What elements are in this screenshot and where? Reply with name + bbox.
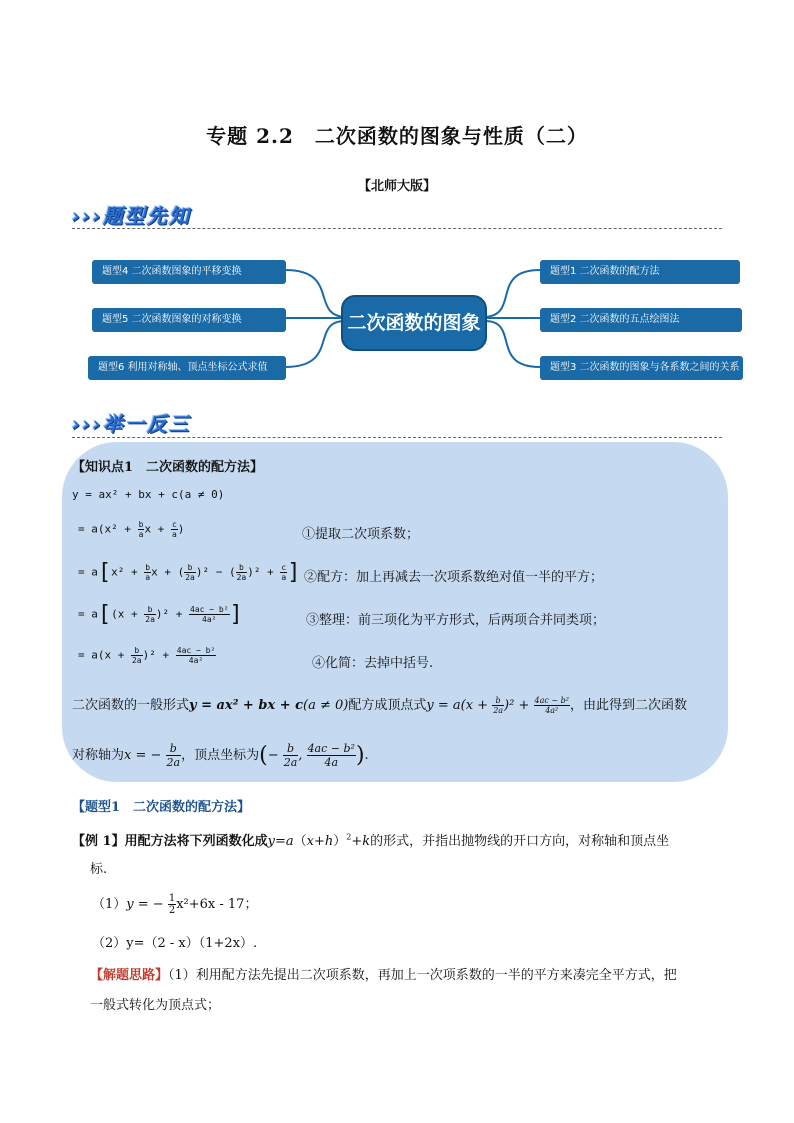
formula-line-2: = a(x² + $\frac{b}{a}$ x + $\frac{c}{a}$ )	[78, 520, 185, 539]
mindmap-node-topic4: 题型4 二次函数图象的平移变换	[92, 260, 286, 284]
step-4: ④化简：去掉中括号.	[312, 656, 434, 671]
mindmap-node-topic2: 题型2 二次函数的五点绘图法	[540, 308, 742, 332]
formula-line-5: = a(x + $\frac{b}{2a}$ )² + $\frac{\text{4ac − b²}}{\text{4a²}}$	[78, 646, 216, 665]
question-1: （1）y = − $\frac{1}{2}$ x²+6x - 17；	[92, 893, 258, 916]
mindmap-node-topic6: 题型6 利用对称轴、顶点坐标公式求值	[88, 356, 286, 380]
example-1: 【例 1】用配方法将下列函数化成$y=a(x+h)^2+k$的形式，并指出抛物线的开口方向，对称轴和顶点坐	[72, 832, 670, 849]
hint-line-1: 【解题思路】（1）利用配方法先提出二次项系数，再加上一次项系数的一半的平方来凑完全平方式，把	[90, 968, 677, 983]
formula-line-4: = a[(x + $\frac{b}{2a}$ )² + $\frac{\text{4ac − b²}}{\text{4a²}}$ ]	[78, 602, 243, 627]
formula-line-1: y = ax² + bx + c(a ≠ 0)	[72, 488, 225, 501]
hint-line-2: 一般式转化为顶点式；	[90, 998, 221, 1013]
step-2: ②配方：加上再减去一次项系数绝对值一半的平方；	[304, 570, 604, 585]
summary-line: 二次函数的一般形式y = ax² + bx + c(a ≠ 0)配方成顶点式y = a(x + $\frac{b}{2a}$ )² + $\frac{\text{4ac − b²}}{\text{4a²}}$ ，由此得到二次函数	[72, 696, 687, 715]
step-1: ①提取二次项系数；	[302, 527, 420, 542]
mindmap-node-topic1: 题型1 二次函数的配方法	[540, 260, 740, 284]
axis-vertex-line: 对称轴为x = − $\frac{b}{2a}$ ，顶点坐标为(− $\frac{b}{2a}$ , $\frac{\text{4ac − b²}}{4a}$ ).	[72, 742, 369, 769]
mindmap-node-topic5: 题型5 二次函数图象的对称变换	[92, 308, 286, 332]
preview-banner: ›››题型先知	[72, 204, 191, 228]
knowledge-heading: 【知识点1 二次函数的配方法】	[72, 460, 264, 475]
divider	[72, 228, 722, 229]
step-3: ③整理：前三项化为平方形式，后两项合并同类项；	[306, 613, 606, 628]
topic1-heading: 【题型1 二次函数的配方法】	[72, 800, 251, 815]
page-title: 专题 2.2 二次函数的图象与性质（二）	[206, 124, 588, 148]
formula-line-3: = a[x² + $\frac{b}{a}$ x + ( $\frac{b}{2a}$ )² − ( $\frac{b}{2a}$ )² + $\frac{c}{a}$ ]	[78, 560, 301, 585]
mindmap-center: 二次函数的图象	[341, 295, 487, 351]
mindmap-node-topic3: 题型3 二次函数的图象与各系数之间的关系	[540, 356, 743, 380]
example-1-cont: 标.	[90, 862, 108, 877]
edition-label: 【北师大版】	[357, 179, 436, 194]
divider	[72, 437, 722, 438]
question-2: （2）y=（2 - x）（1+2x）.	[92, 936, 258, 951]
practice-banner: ›››举一反三	[72, 412, 191, 436]
